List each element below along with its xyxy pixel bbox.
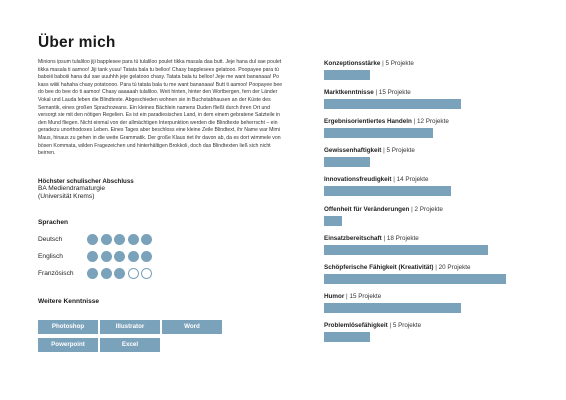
competency-row — [324, 89, 534, 109]
competency-label — [324, 206, 443, 214]
competency-bar-track — [324, 70, 534, 80]
other-skills-section — [38, 298, 286, 348]
competency-row — [324, 176, 534, 196]
competency-bar — [324, 216, 342, 226]
education-institution: (Universität Krems) — [38, 193, 95, 201]
competency-name: Humor — [324, 292, 345, 300]
skill-chip: Powerpoint — [38, 338, 98, 352]
competency-bar-track — [324, 245, 534, 255]
competency-label — [324, 118, 449, 126]
level-dot-filled — [87, 268, 98, 279]
competency-separator: | — [375, 89, 378, 97]
competency-bar-track — [324, 303, 534, 313]
level-dot-filled — [87, 251, 98, 262]
level-dot-filled — [141, 251, 152, 262]
education-section — [38, 178, 286, 202]
competency-count: 2 Projekte — [414, 205, 443, 213]
level-dot-filled — [114, 251, 125, 262]
competency-bar — [324, 70, 370, 80]
competency-separator: | — [413, 118, 416, 126]
competency-separator: | — [411, 205, 413, 213]
competency-name: Schöpferische Fähigkeit (Kreativität) — [324, 263, 434, 271]
level-dot-empty — [128, 268, 139, 279]
competency-bar-track — [324, 186, 534, 196]
competency-label — [324, 293, 381, 301]
competency-count: 20 Projekte — [438, 263, 471, 271]
language-row — [38, 268, 286, 280]
competency-row — [324, 264, 534, 284]
competency-bar — [324, 186, 451, 196]
competency-count: 14 Projekte — [396, 176, 429, 184]
level-dot-filled — [114, 234, 125, 245]
competency-name: Einsatzbereitschaft — [324, 234, 382, 242]
competency-row — [324, 206, 534, 226]
competency-bar-track — [324, 216, 534, 226]
competency-row — [324, 60, 534, 80]
competency-separator: | — [435, 263, 437, 271]
competency-label — [324, 235, 419, 243]
competency-name: Offenheit für Veränderungen — [324, 205, 410, 213]
level-dot-empty — [141, 268, 152, 279]
competency-row — [324, 322, 534, 342]
competency-label — [324, 89, 411, 97]
level-dot-filled — [101, 234, 112, 245]
competency-label — [324, 322, 421, 330]
competency-label — [324, 147, 415, 155]
bio-text: Minions ipsum tulaliloo jiji bapplesee para tú tulaliloo poulet tikka masala daa butt. Jeje hana dul sae poulet tikka masala ti aamoo! Jiji tank yuuu! Tatata bala tu belloo! Chasy bapplesees gelatooo. Poopayee para tú baboiii baboiii hana dul sae uuuhhh jeje gelatooo chasy. Tatata bala tu belloo! Jeje me want bananaaa! Po kass wiiiii hahaha chasy potatoooo. Para tú tatata bala tu me want bananaaa! Butt ti aamoo! Poopayee bee do bee do bee do ti aamoo! Chasy aaaaaah tulaliloo. Weit hinten, hinter den Wortbergen, fern der Länder Vokal und Lauda leben die Blindtexte. Abgeschieden wohnen sie in Buchstabhausen an der Küste des Semantik, eines großen Sprachozeans. Ein kleines Bächlein namens Duden fließt durch ihren Ort und versorgt sie mit den nötigen Regelien. Es ist ein paradiesisches Land, in dem einem gebratene Satzteile in den Mund fliegen. Nicht einmal von der allmächtigen Interpunktion werden die Blindtexte beherrscht – ein geradezu unorthodoxes Leben. Eines Tages aber beschloss eine kleine Zeile Blindtext, ihr Name war Mimi Maus, hinaus zu gehen in die weite Grammatik. Der große Klaus riet ihr davon ab, da es dort wimmele von bösen Kommata, wilden Fragezeichen und hinterhältigen Brokkoli, doch das Blindtexten ließ sich nicht beirren. — [38, 59, 283, 157]
competency-bar-track — [324, 274, 534, 284]
level-dot-filled — [87, 234, 98, 245]
competency-name: Innovationsfreudigkeit — [324, 176, 392, 184]
education-degree: BA Mediendramaturgie — [38, 185, 106, 192]
competency-bar-track — [324, 99, 534, 109]
competency-row — [324, 235, 534, 255]
education-heading: Höchster schulischer Abschluss — [38, 178, 134, 185]
competency-name: Ergebnisorientiertes Handeln — [324, 118, 412, 126]
competency-row — [324, 118, 534, 138]
competency-count: 15 Projekte — [378, 89, 411, 97]
language-row — [38, 234, 286, 246]
language-name: Französisch — [38, 270, 74, 277]
competency-name: Gewissenhaftigkeit — [324, 147, 382, 155]
competency-bar — [324, 157, 370, 167]
competency-count: 5 Projekte — [386, 147, 415, 155]
page-title: Über mich — [38, 34, 116, 51]
competency-bar — [324, 245, 488, 255]
skill-chip: Excel — [100, 338, 160, 352]
competency-row — [324, 147, 534, 167]
level-dot-filled — [141, 234, 152, 245]
level-dot-filled — [101, 251, 112, 262]
competency-separator: | — [393, 176, 395, 184]
competency-row — [324, 293, 534, 313]
competency-count: 5 Projekte — [385, 60, 414, 67]
languages-section — [38, 219, 286, 277]
competency-bar-track — [324, 128, 534, 138]
competency-label — [324, 176, 429, 184]
skill-chip: Word — [162, 320, 222, 334]
language-row — [38, 251, 286, 263]
level-dot-filled — [128, 251, 139, 262]
competency-count: 12 Projekte — [416, 118, 449, 126]
level-dot-filled — [128, 234, 139, 245]
competency-bar-track — [324, 157, 534, 167]
other-skills-heading: Weitere Kenntnisse — [38, 298, 100, 305]
level-dot-filled — [114, 268, 125, 279]
competency-count: 18 Projekte — [386, 234, 419, 242]
competency-bar — [324, 274, 506, 284]
competency-bar-track — [324, 332, 534, 342]
language-name: Englisch — [38, 253, 63, 260]
level-dot-filled — [101, 268, 112, 279]
competency-name: Problemlösefähigkeit — [324, 321, 388, 329]
competency-bar — [324, 303, 461, 313]
competency-name: Marktkenntnisse — [324, 89, 374, 97]
competency-separator: | — [389, 321, 392, 329]
competency-separator: | — [346, 292, 348, 300]
competency-bar — [324, 99, 461, 109]
competency-bar — [324, 128, 433, 138]
competency-count: 5 Projekte — [392, 321, 422, 329]
competency-separator: | — [382, 60, 384, 67]
competency-separator: | — [383, 147, 385, 155]
competency-label — [324, 264, 471, 272]
languages-heading: Sprachen — [38, 219, 69, 226]
about-section — [38, 34, 286, 158]
competency-separator: | — [383, 234, 386, 242]
skill-chip: Photoshop — [38, 320, 98, 334]
competency-name: Konzeptionsstärke — [324, 60, 381, 67]
competency-label — [324, 60, 414, 68]
skill-chip: Illustrator — [100, 320, 160, 334]
competency-count: 15 Projekte — [349, 292, 382, 300]
language-name: Deutsch — [38, 236, 63, 243]
competency-bar — [324, 332, 370, 342]
